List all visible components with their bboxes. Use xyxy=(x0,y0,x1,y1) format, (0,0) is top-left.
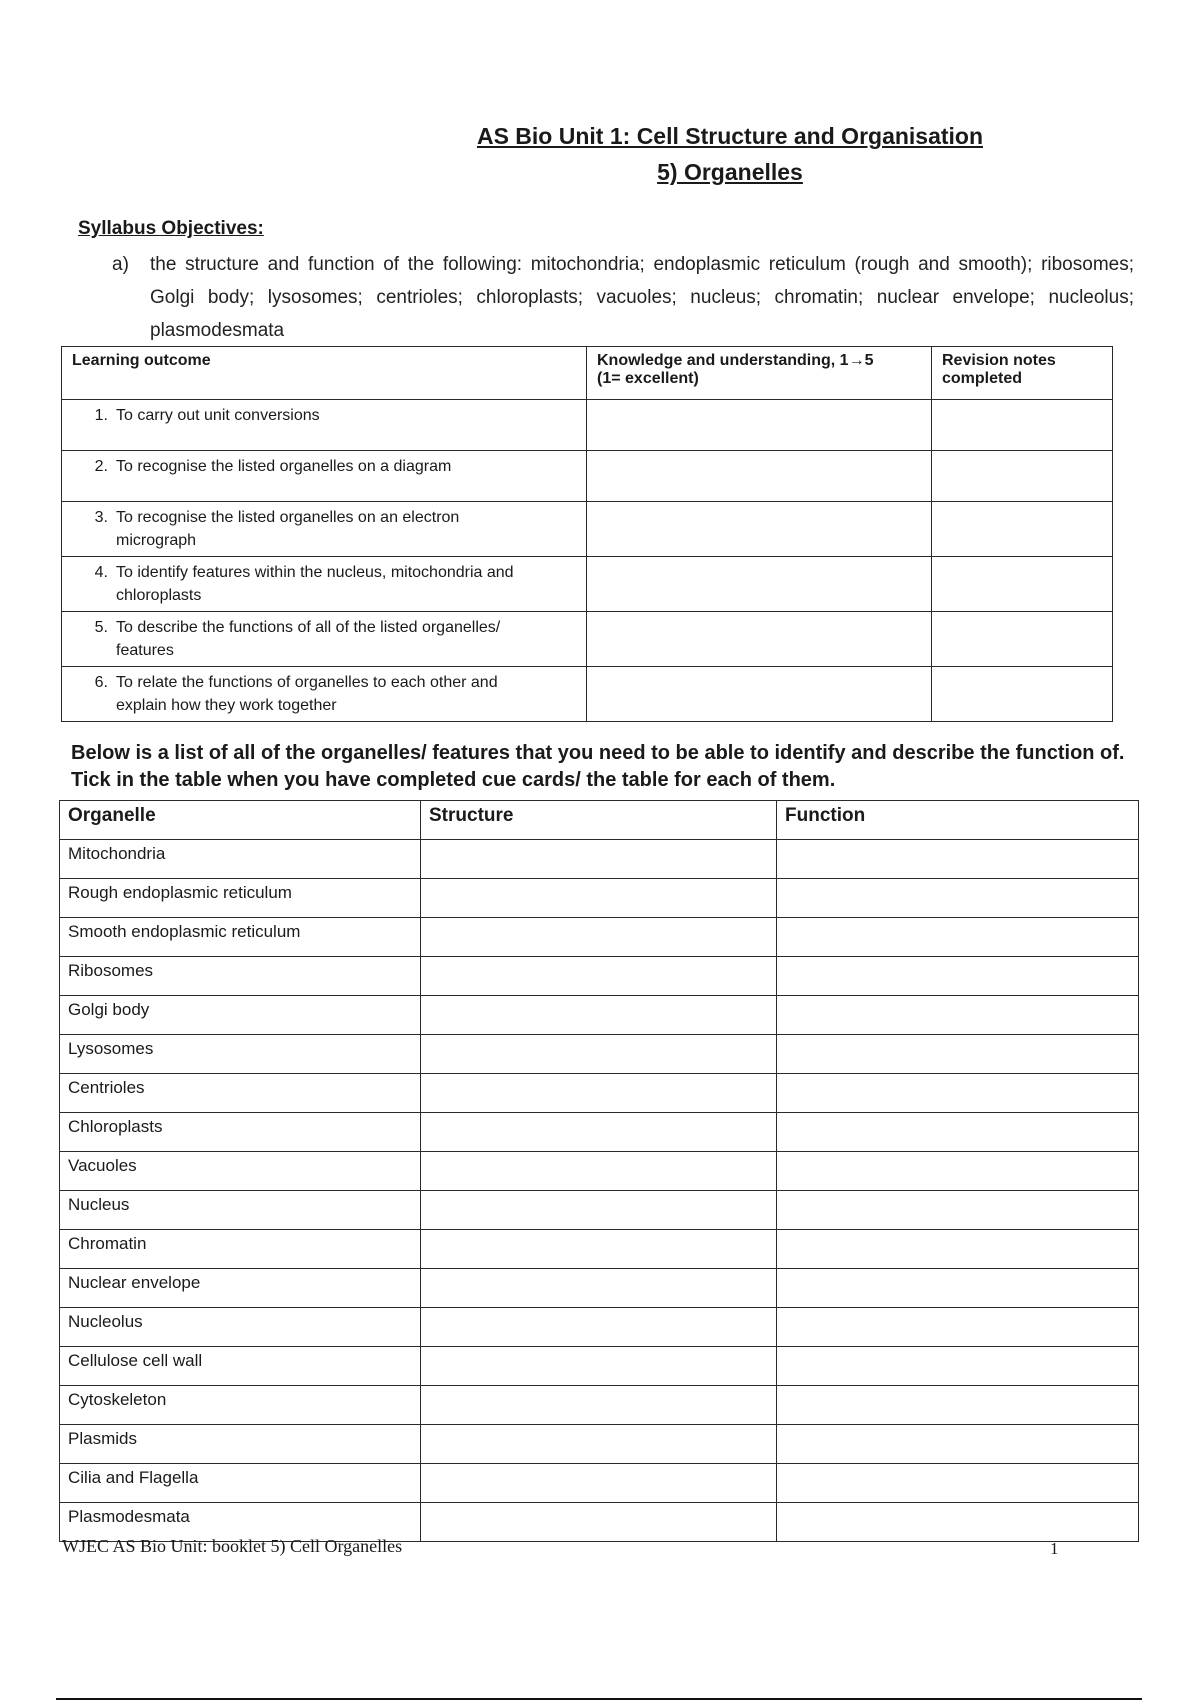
structure-cell[interactable] xyxy=(421,1347,777,1386)
page-title xyxy=(430,118,1030,190)
function-cell[interactable] xyxy=(777,840,1139,879)
function-cell[interactable] xyxy=(777,1308,1139,1347)
organelle-name: Vacuoles xyxy=(60,1152,421,1191)
structure-cell[interactable] xyxy=(421,1113,777,1152)
revision-notes-cell[interactable] xyxy=(932,557,1113,612)
outcome-text: To relate the functions of organelles to each other and explain how they work together xyxy=(116,674,498,714)
outcome-number: 5. xyxy=(94,619,108,636)
organelle-row xyxy=(60,1113,1139,1152)
function-cell[interactable] xyxy=(777,1191,1139,1230)
outcome-number: 2. xyxy=(94,458,108,475)
structure-cell[interactable] xyxy=(421,1503,777,1542)
structure-cell[interactable] xyxy=(421,957,777,996)
knowledge-rating-cell[interactable] xyxy=(587,502,932,557)
organelle-name: Nucleolus xyxy=(60,1308,421,1347)
structure-cell[interactable] xyxy=(421,1308,777,1347)
organelle-name: Centrioles xyxy=(60,1074,421,1113)
objective-text: the structure and function of the following: mitochondria; endoplasmic reticulum (rough and smooth); ribosomes; Golgi body; lysosomes; centrioles; chloroplasts; vacuoles; nucleus; chromatin; nuclear envelope; nucleolus; plasmodesmata xyxy=(150,254,1134,341)
outcome-row xyxy=(62,612,1113,667)
organelle-row xyxy=(60,918,1139,957)
knowledge-rating-cell[interactable] xyxy=(587,612,932,667)
function-cell[interactable] xyxy=(777,1425,1139,1464)
organelle-row xyxy=(60,1269,1139,1308)
organelle-name: Plasmodesmata xyxy=(60,1503,421,1542)
function-cell[interactable] xyxy=(777,1113,1139,1152)
structure-cell[interactable] xyxy=(421,1386,777,1425)
organelle-name: Rough endoplasmic reticulum xyxy=(60,879,421,918)
outcome-number: 4. xyxy=(94,564,108,581)
outcome-row xyxy=(62,667,1113,722)
outcome-cell xyxy=(62,400,587,451)
structure-cell[interactable] xyxy=(421,879,777,918)
revision-notes-cell[interactable] xyxy=(932,667,1113,722)
header-revision-notes: Revision notes completed xyxy=(932,347,1113,400)
organelle-name: Cytoskeleton xyxy=(60,1386,421,1425)
organelle-row xyxy=(60,879,1139,918)
organelle-row xyxy=(60,1347,1139,1386)
organelle-row xyxy=(60,1386,1139,1425)
function-cell[interactable] xyxy=(777,1347,1139,1386)
organelle-row xyxy=(60,1464,1139,1503)
function-cell[interactable] xyxy=(777,1230,1139,1269)
organelle-row xyxy=(60,1308,1139,1347)
organelle-name: Cellulose cell wall xyxy=(60,1347,421,1386)
knowledge-rating-cell[interactable] xyxy=(587,557,932,612)
page-number: 1 xyxy=(1050,1539,1059,1558)
organelle-name: Smooth endoplasmic reticulum xyxy=(60,918,421,957)
organelle-row xyxy=(60,1230,1139,1269)
knowledge-rating-cell[interactable] xyxy=(587,400,932,451)
revision-notes-cell[interactable] xyxy=(932,400,1113,451)
outcome-row xyxy=(62,451,1113,502)
outcome-text: To describe the functions of all of the listed organelles/ features xyxy=(116,619,501,659)
outcome-text: To identify features within the nucleus, mitochondria and chloroplasts xyxy=(116,564,514,604)
organelle-list-intro: Below is a list of all of the organelles/ features that you need to be able to identify and describe the function of. Tick in the table when you have completed cue cards/ the table for each of them. xyxy=(71,742,1125,791)
function-cell[interactable] xyxy=(777,1152,1139,1191)
organelle-table xyxy=(59,800,1139,1542)
organelle-name: Mitochondria xyxy=(60,840,421,879)
organelle-name: Lysosomes xyxy=(60,1035,421,1074)
objective-marker: a) xyxy=(112,254,129,275)
outcome-row xyxy=(62,502,1113,557)
outcome-cell xyxy=(62,502,587,557)
organelle-name: Cilia and Flagella xyxy=(60,1464,421,1503)
revision-notes-cell[interactable] xyxy=(932,612,1113,667)
outcome-cell xyxy=(62,451,587,502)
organelle-row xyxy=(60,1152,1139,1191)
header-learning-outcome: Learning outcome xyxy=(62,347,587,400)
outcome-number: 3. xyxy=(94,509,108,526)
structure-cell[interactable] xyxy=(421,1464,777,1503)
outcome-number: 1. xyxy=(94,407,108,424)
header-organelle: Organelle xyxy=(60,801,421,840)
structure-cell[interactable] xyxy=(421,918,777,957)
organelle-name: Nuclear envelope xyxy=(60,1269,421,1308)
organelle-name: Plasmids xyxy=(60,1425,421,1464)
outcome-cell xyxy=(62,557,587,612)
organelle-name: Ribosomes xyxy=(60,957,421,996)
structure-cell[interactable] xyxy=(421,1230,777,1269)
structure-cell[interactable] xyxy=(421,1191,777,1230)
learning-outcomes-table xyxy=(61,346,1113,722)
outcomes-header-row xyxy=(62,347,1113,400)
organelle-row xyxy=(60,1035,1139,1074)
knowledge-rating-cell[interactable] xyxy=(587,451,932,502)
outcome-text: To carry out unit conversions xyxy=(116,407,320,424)
knowledge-rating-cell[interactable] xyxy=(587,667,932,722)
revision-notes-cell[interactable] xyxy=(932,451,1113,502)
organelle-row xyxy=(60,1425,1139,1464)
organelle-name: Nucleus xyxy=(60,1191,421,1230)
organelle-row xyxy=(60,957,1139,996)
outcome-row xyxy=(62,557,1113,612)
footer-text: WJEC AS Bio Unit: booklet 5) Cell Organelles xyxy=(62,1536,403,1556)
structure-cell[interactable] xyxy=(421,996,777,1035)
organelle-header-row xyxy=(60,801,1139,840)
structure-cell[interactable] xyxy=(421,1152,777,1191)
organelle-row xyxy=(60,996,1139,1035)
function-cell[interactable] xyxy=(777,879,1139,918)
title-line-1: AS Bio Unit 1: Cell Structure and Organisation xyxy=(476,123,984,149)
header-structure: Structure xyxy=(421,801,777,840)
organelle-name: Golgi body xyxy=(60,996,421,1035)
organelle-name: Chromatin xyxy=(60,1230,421,1269)
function-cell[interactable] xyxy=(777,1464,1139,1503)
syllabus-objective xyxy=(112,248,1134,347)
function-cell[interactable] xyxy=(777,1035,1139,1074)
organelle-row xyxy=(60,1191,1139,1230)
outcome-text: To recognise the listed organelles on a diagram xyxy=(116,458,452,475)
title-line-2: 5) Organelles xyxy=(657,159,803,185)
function-cell[interactable] xyxy=(777,1386,1139,1425)
function-cell[interactable] xyxy=(777,957,1139,996)
syllabus-heading: Syllabus Objectives: xyxy=(78,218,264,239)
function-cell[interactable] xyxy=(777,918,1139,957)
function-cell[interactable] xyxy=(777,1503,1139,1542)
structure-cell[interactable] xyxy=(421,1035,777,1074)
outcome-cell xyxy=(62,612,587,667)
revision-notes-cell[interactable] xyxy=(932,502,1113,557)
outcome-cell xyxy=(62,667,587,722)
structure-cell[interactable] xyxy=(421,1425,777,1464)
structure-cell[interactable] xyxy=(421,840,777,879)
structure-cell[interactable] xyxy=(421,1269,777,1308)
function-cell[interactable] xyxy=(777,1074,1139,1113)
function-cell[interactable] xyxy=(777,996,1139,1035)
header-function: Function xyxy=(777,801,1139,840)
header-knowledge: Knowledge and understanding, 1→5 (1= excellent) xyxy=(587,347,932,400)
organelle-row xyxy=(60,840,1139,879)
organelle-row xyxy=(60,1074,1139,1113)
function-cell[interactable] xyxy=(777,1269,1139,1308)
outcome-text: To recognise the listed organelles on an electron micrograph xyxy=(116,509,460,549)
outcome-number: 6. xyxy=(94,674,108,691)
organelle-name: Chloroplasts xyxy=(60,1113,421,1152)
outcome-row xyxy=(62,400,1113,451)
structure-cell[interactable] xyxy=(421,1074,777,1113)
